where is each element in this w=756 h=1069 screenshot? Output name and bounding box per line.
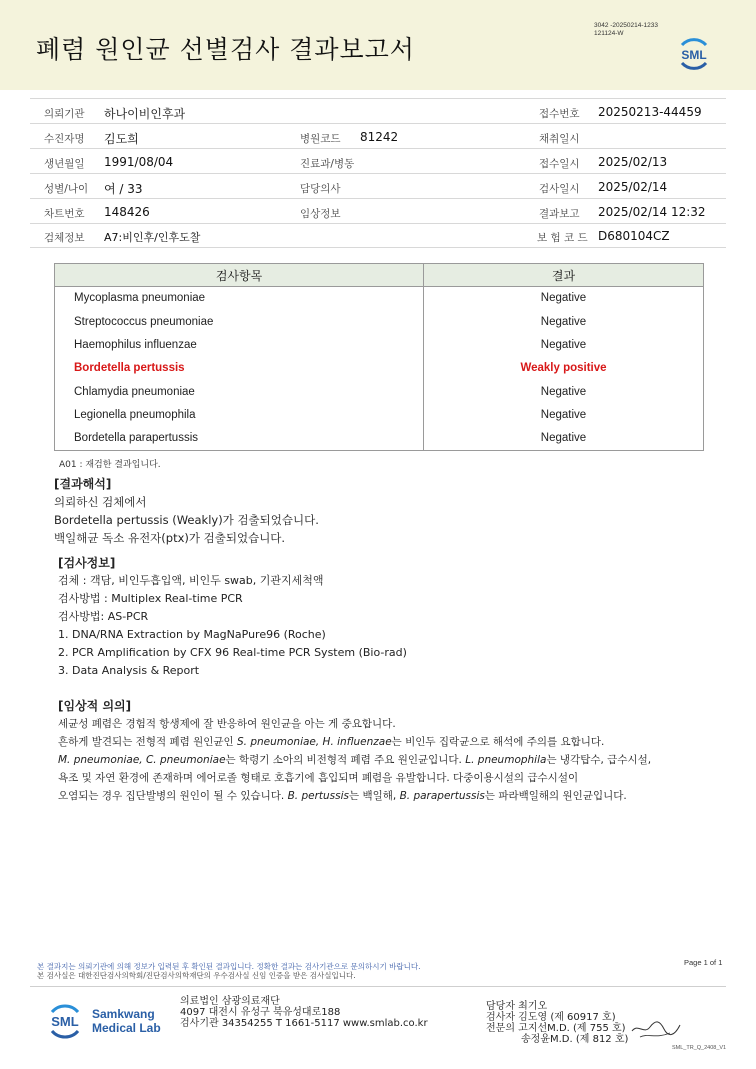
institution-value: 하나이비인후과 [104,107,186,121]
test-info-line: 3. Data Analysis & Report [58,664,200,677]
test-item-positive: Bordetella pertussis [55,357,424,380]
form-code: SML_TR_Q_2408_V1 [672,1045,727,1051]
institution-label: 의뢰기관 [44,108,85,120]
brand-line2: Medical Lab [92,1021,161,1035]
interpretation-section [54,475,319,547]
staff-line: 담당자 최기오 [486,1001,548,1012]
table-row [55,310,704,333]
department-label: 진료과/병동 [300,158,355,170]
clinical-text: 는 학령기 소아의 비전형적 폐렴 주요 원인균입니다. [225,754,466,766]
table-row [55,357,704,380]
receipt-date-label: 접수일시 [539,158,580,170]
patient-value: 김도희 [104,132,139,146]
info-row [0,149,756,174]
test-date-label: 검사일시 [539,183,580,195]
clinical-info-label: 임상정보 [300,208,341,220]
clinical-text: 오염되는 경우 집단발병의 원인이 될 수 있습니다. [58,790,288,802]
test-result: Negative [424,380,704,403]
clinical-line [58,733,651,751]
org-line: 검사기관 34354255 T 1661-5117 www.smlab.co.kr [180,1018,428,1029]
info-row [0,99,756,124]
sml-logo-icon [43,999,87,1043]
test-item: Streptococcus pneumoniae [55,310,424,333]
doctor-label: 담당의사 [300,183,341,195]
signature-icon [630,1013,682,1043]
column-header-result: 결과 [424,264,704,287]
test-result: Negative [424,333,704,356]
organism-name: S. pneumoniae, H. influenzae [236,736,392,748]
test-info-line: 검사방법 : Multiplex Real-time PCR [58,592,243,605]
organism-name: L. pneumophila [465,754,547,766]
organism-name: B. pertussis [287,790,349,802]
table-row [55,403,704,426]
test-info-line: 검체 : 객담, 비인두흡입액, 비인두 swab, 기관지세척액 [58,574,324,587]
retest-note: A01 : 재검한 결과입니다. [59,460,161,470]
organism-name: M. pneumoniae, C. pneumoniae [58,754,226,766]
chart-value: 148426 [104,205,150,219]
page-number: Page 1 of 1 [684,958,723,967]
specimen-label: 검체정보 [44,232,85,244]
clinical-line [58,787,651,805]
test-result: Negative [424,427,704,450]
footnote-line1: 본 결과지는 의뢰기관에 의해 정보가 입력된 후 확인된 결과입니다. 정확한 결과는 검사기관으로 문의하시기 바랍니다. [37,962,421,971]
sex-age-label: 성별/나이 [44,183,89,195]
sml-logo-icon [674,33,714,73]
staff-line: 송정윤M.D. (제 812 호) [521,1034,629,1045]
specimen-value: A7:비인후/인후도찰 [104,231,201,244]
org-line: 4097 대전시 유성구 북유성대로188 [180,1007,341,1018]
staff-line: 검사자 김도영 (제 60917 호) [486,1012,616,1023]
org-line: 의료법인 삼광의료재단 [180,996,280,1007]
clinical-line: 세균성 폐렴은 경험적 항생제에 잘 반응하여 원인균을 아는 게 중요합니다. [58,718,396,730]
test-result: Negative [424,403,704,426]
organization-info [180,996,428,1029]
table-row [55,380,704,403]
test-item: Chlamydia pneumoniae [55,380,424,403]
report-title: 폐렴 원인균 선별검사 결과보고서 [36,35,415,64]
table-row [55,333,704,356]
test-item: Bordetella parapertussis [55,427,424,450]
clinical-title: [임상적 의의] [58,699,132,713]
test-info-line: 2. PCR Amplification by CFX 96 Real-time PCR System (Bio-rad) [58,646,407,659]
info-row [0,174,756,199]
test-result: Negative [424,287,704,310]
chart-label: 차트번호 [44,208,85,220]
interpretation-line: Bordetella pertussis (Weakly)가 검출되었습니다. [54,513,319,527]
test-item: Mycoplasma pneumoniae [55,287,424,310]
insurance-value: D680104CZ [598,229,670,243]
clinical-text: 는 백일해, [348,790,400,802]
info-row [0,124,756,149]
report-date-value: 2025/02/14 12:32 [598,205,706,219]
clinical-text: 는 냉각탑수, 급수시설, [546,754,652,766]
test-item: Haemophilus influenzae [55,333,424,356]
divider [30,247,726,248]
test-item: Legionella pneumophila [55,403,424,426]
test-info-title: [검사정보] [58,556,116,570]
test-info-line: 1. DNA/RNA Extraction by MagNaPure96 (Roche) [58,628,326,641]
organism-name: B. parapertussis [399,790,485,802]
collect-date-label: 채취일시 [539,133,580,145]
brand-line1: Samkwang [92,1007,155,1021]
sml-logo-text: SML [51,1014,79,1029]
clinical-text: 는 비인두 집락균으로 해석에 주의를 요합니다. [391,736,605,748]
clinical-line [58,751,651,769]
document-id [594,22,658,38]
test-info-line: 검사방법: AS-PCR [58,610,149,623]
footnote-line2: 본 검사실은 대한진단검사의학회/진단검사의학재단의 우수검사실 신임 인증을 받은 검사실입니다. [37,971,356,980]
clinical-section [58,697,651,805]
results-table [54,263,704,451]
table-row [55,287,704,310]
document-id-line2: 121124-W [594,30,624,37]
column-header-item: 검사항목 [55,264,424,287]
sml-logo-text: SML [681,48,707,62]
clinical-text: 는 파라백일해의 원인균입니다. [484,790,627,802]
patient-label: 수진자명 [44,133,85,145]
info-row [0,199,756,224]
report-date-label: 결과보고 [539,208,580,220]
sex-age-value: 여 / 33 [104,182,143,196]
clinical-line: 욕조 및 자연 환경에 존재하며 에어로졸 형태로 호흡기에 흡입되며 폐렴을 유발합니다. 다중이용시설의 급수시설이 [58,772,579,784]
interpretation-title: [결과해석] [54,477,112,491]
test-result: Negative [424,310,704,333]
birth-value: 1991/08/04 [104,155,174,169]
interpretation-line: 백일해균 독소 유전자(ptx)가 검출되었습니다. [54,531,286,545]
staff-info [486,1001,628,1045]
divider [30,986,726,987]
table-row [55,427,704,450]
info-row [0,223,756,248]
receipt-no-value: 20250213-44459 [598,105,702,119]
birth-label: 생년월일 [44,158,85,170]
receipt-date-value: 2025/02/13 [598,155,668,169]
insurance-label: 보 험 코 드 [537,232,588,244]
document-id-line1: 3042 -20250214-1233 [594,22,658,29]
footnote [37,962,421,980]
brand-name [92,1007,161,1035]
test-info-section [58,554,407,680]
hospital-code-label: 병원코드 [300,133,341,145]
test-result-positive: Weakly positive [424,357,704,380]
clinical-text: 흔하게 발견되는 전형적 폐렴 원인균인 [58,736,237,748]
test-date-value: 2025/02/14 [598,180,668,194]
table-header-row [55,264,704,287]
hospital-code-value: 81242 [360,130,399,144]
receipt-no-label: 접수번호 [539,108,580,120]
interpretation-line: 의뢰하신 검체에서 [54,495,147,509]
staff-line: 전문의 고지선M.D. (제 755 호) [486,1023,626,1034]
